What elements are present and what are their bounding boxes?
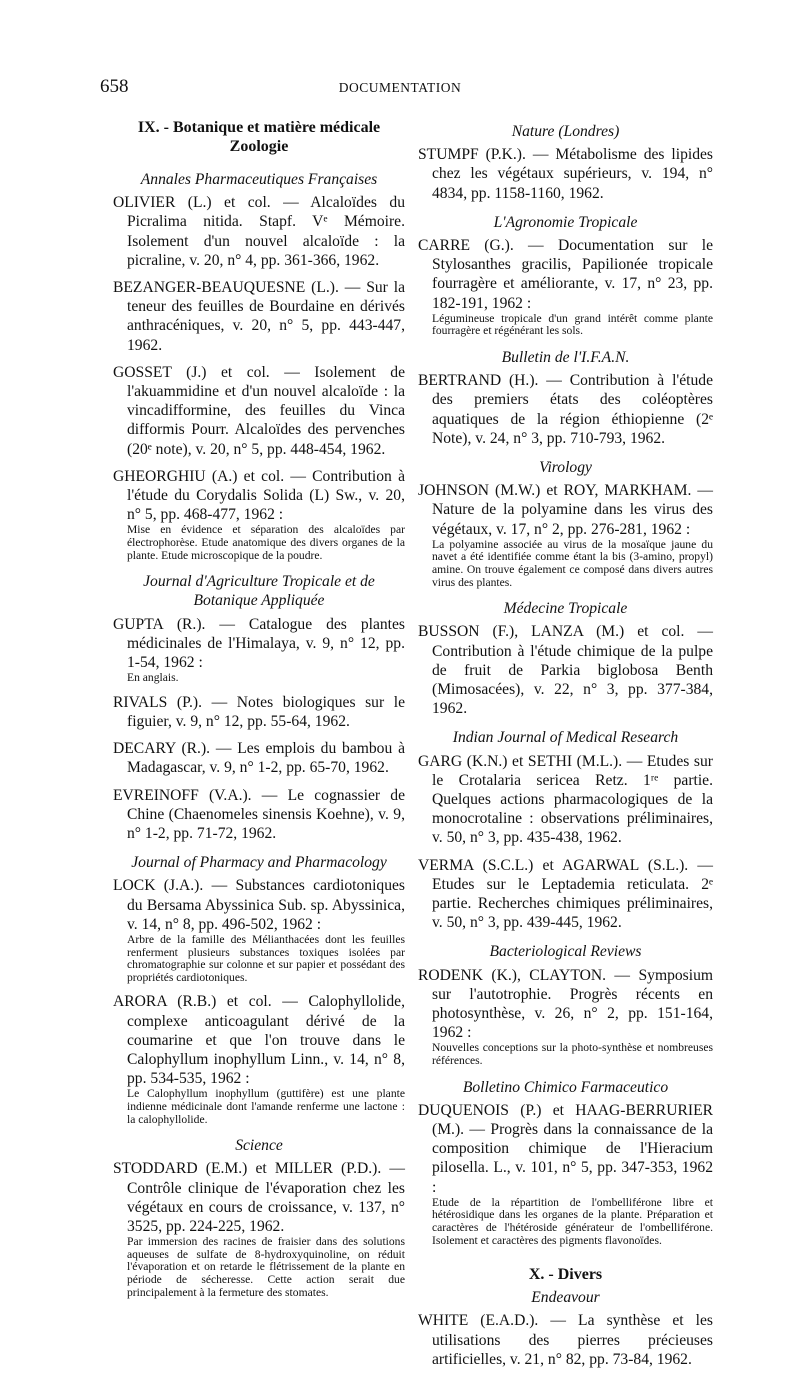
entry-text: CARRE (G.). — Documentation sur le Stylosanthes gracilis, Papilionée tropicale fourragère et améliorante, v. 17, n° 23, pp. 182-191, 1962 : [418,237,713,312]
bibliography-entry: GOSSET (J.) et col. — Isolement de l'akuammidine et d'un nouvel alcaloïde : la vincadifformine, des feuilles du Vinca difformis Pourr. Alcaloïdes des pervenches (20ᵉ note), v. 20, n° 5, pp. 448-454, 1962. [113,363,405,458]
entry-text: GUPTA (R.). — Catalogue des plantes médicinales de l'Himalaya, v. 9, n° 12, pp. 1-54, 1962 : [113,615,405,672]
entry-text: RODENK (K.), CLAYTON. — Symposium sur l'autotrophie. Progrès récents en photosynthèse, v. 26, n° 2, pp. 151-164, 1962 : [418,966,713,1042]
bibliography-entry [418,236,713,338]
journal-heading: Bulletin de l'I.F.A.N. [501,349,630,367]
journal-heading: Science [235,1137,283,1155]
section-title: IX. - Botanique et matière médicale Zoologie [137,119,381,155]
bibliography-entry [418,966,713,1068]
entry-note: Mise en évidence et séparation des alcaloïdes par électrophorèse. Etude anatomique des divers organes de la plante. Etude microscopique de la poudre. [127,523,405,562]
bibliography-entry [418,481,713,589]
entry-note: La polyamine associée au virus de la mosaïque jaune du navet a été identifiée comme étant la bis (3-amino, propyl) amine. On trouve également ce composé dans divers autres virus des plantes. [432,537,713,589]
entry-text: GHEORGHIU (A.) et col. — Contribution à l'étude du Corydalis Solida (L) Sw., v. 20, n° 5, pp. 468-477, 1962 : [113,467,405,524]
bibliography-entry [113,876,405,984]
bibliography-entry: VERMA (S.C.L.) et AGARWAL (S.L.). — Etudes sur le Leptademia reticulata. 2ᵉ partie. Recherches chimiques préliminaires, v. 50, n° 3, pp. 439-445, 1962. [418,856,713,932]
entry-note: Arbre de la famille des Mélianthacées dont les feuilles renferment plusieurs substances toxiques isolées par chromatographie sur colonne et sur papier et possédant des propriétés cardiotoniques. [127,933,405,984]
entry-text: ARORA (R.B.) et col. — Calophyllolide, complexe anticoagulant dérivé de la coumarine et que l'on trouve dans le Calophyllum inophyllum Linn., v. 14, n° 8, pp. 534-535, 1962 : [113,993,405,1088]
entry-note: Etude de la répartition de l'ombelliférone libre et hétérosidique dans les organes de la plante. Préparation et caractères de l'hétéroside générateur de l'ombelliférone. Isolement et caractères des pigments flavonoïdes. [432,1195,713,1247]
bibliography-entry: OLIVIER (L.) et col. — Alcaloïdes du Picralima nitida. Stapf. Vᵉ Mémoire. Isolement d'un nouvel alcaloïde : la picraline, v. 20, n° 4, pp. 361-366, 1962. [113,194,405,269]
bibliography-entry [113,1159,405,1299]
entry-note: Nouvelles conceptions sur la photo-synthèse et nombreuses références. [432,1041,713,1068]
section-title: X. - Divers [528,1266,603,1284]
journal-heading: Bacteriological Reviews [489,943,642,961]
journal-heading: Annales Pharmaceutiques Françaises [140,171,378,188]
bibliography-entry: DECARY (R.). — Les emplois du bambou à Madagascar, v. 9, n° 1-2, pp. 65-70, 1962. [113,740,405,777]
running-title: DOCUMENTATION [338,80,462,95]
journal-heading: Journal of Pharmacy and Pharmacology [131,854,387,872]
bibliography-entry: WHITE (E.A.D.). — La synthèse et les utilisations des pierres précieuses artificielles, v. 21, n° 82, pp. 73-84, 1962. [418,1312,713,1368]
bibliography-entry: GARG (K.N.) et SETHI (M.L.). — Etudes sur le Crotalaria sericea Retz. 1ʳᵉ partie. Quelques actions pharmacologiques de la monocrotaline : observations préliminaires, v. 50, n° 3, pp. 435-438, 1962. [418,752,713,847]
journal-heading: Bolletino Chimico Farmaceutico [462,1078,669,1096]
entry-note: Le Calophyllum inophyllum (guttifère) est une plante indienne médicinale dont l'amande renferme une lactone : la calophyllolide. [127,1087,405,1126]
journal-heading: Indian Journal of Medical Research [452,729,679,747]
journal-heading: L'Agronomie Tropicale [493,213,638,231]
entry-text: LOCK (J.A.). — Substances cardiotoniques du Bersama Abyssinica Sub. sp. Abyssinica, v. 14, n° 8, pp. 496-502, 1962 : [113,877,405,933]
journal-heading: Virology [539,459,592,477]
bibliography-entry: BEZANGER-BEAUQUESNE (L.). — Sur la teneur des feuilles de Bourdaine en dérivés anthracéniques, v. 20, n° 5, pp. 443-447, 1962. [113,279,405,354]
bibliography-entry: EVREINOFF (V.A.). — Le cognassier de Chine (Chaenomeles sinensis Koehne), v. 9, n° 1-2, pp. 71-72, 1962. [113,786,405,843]
bibliography-entry: BERTRAND (H.). — Contribution à l'étude des premiers états des coléoptères aquatiques de la région éthiopienne (2ᵉ Note), v. 24, n° 3, pp. 710-793, 1962. [418,372,713,447]
bibliography-entry [113,615,405,685]
bibliography-entry [418,1101,713,1247]
entry-text: DUQUENOIS (P.) et HAAG-BERRURIER (M.). — Progrès dans la connaissance de la composition chimique de l'Hieracium pilosella. L., v. 101, n° 5, pp. 347-353, 1962 : [418,1101,713,1196]
page-number: 658 [100,76,129,97]
journal-heading: Nature (Londres) [511,123,620,140]
journal-heading: Endeavour [531,1289,600,1307]
bibliography-entry: STUMPF (P.K.). — Métabolisme des lipides chez les végétaux supérieurs, v. 194, n° 4834, pp. 1158-1160, 1962. [418,146,713,202]
bibliography-entry: RIVALS (P.). — Notes biologiques sur le figuier, v. 9, n° 12, pp. 55-64, 1962. [113,693,405,731]
left-column [113,118,405,1307]
journal-heading: Journal d'Agriculture Tropicale et de Botanique Appliquée [143,573,375,610]
right-column [418,118,713,1377]
bibliography-entry: BUSSON (F.), LANZA (M.) et col. — Contribution à l'étude chimique de la pulpe de fruit de Parkia biglobosa Benth (Mimosacées), v. 22, n° 3, pp. 377-384, 1962. [418,623,713,718]
journal-heading: Médecine Tropicale [503,600,628,618]
entry-note: Par immersion des racines de fraisier dans des solutions aqueuses de sulfate de 8-hydroxyquinoline, on réduit l'évaporation et on retarde le flétrissement de la plante en période de sécheresse. Cette action serait due principalement à la fermeture des stomates. [127,1235,405,1299]
bibliography-entry [113,992,405,1126]
bibliography-entry [113,467,405,562]
entry-note: En anglais. [127,671,179,685]
entry-note: Légumineuse tropicale d'un grand intérêt comme plante fourragère et régénérant les sols. [432,311,713,338]
entry-text: STODDARD (E.M.) et MILLER (P.D.). — Contrôle clinique de l'évaporation chez les végétaux en cours de croissance, v. 137, n° 3525, pp. 224-225, 1962. [113,1160,405,1236]
entry-text: JOHNSON (M.W.) et ROY, MARKHAM. — Nature de la polyamine dans les virus des végétaux, v. 17, n° 2, pp. 276-281, 1962 : [418,482,713,538]
